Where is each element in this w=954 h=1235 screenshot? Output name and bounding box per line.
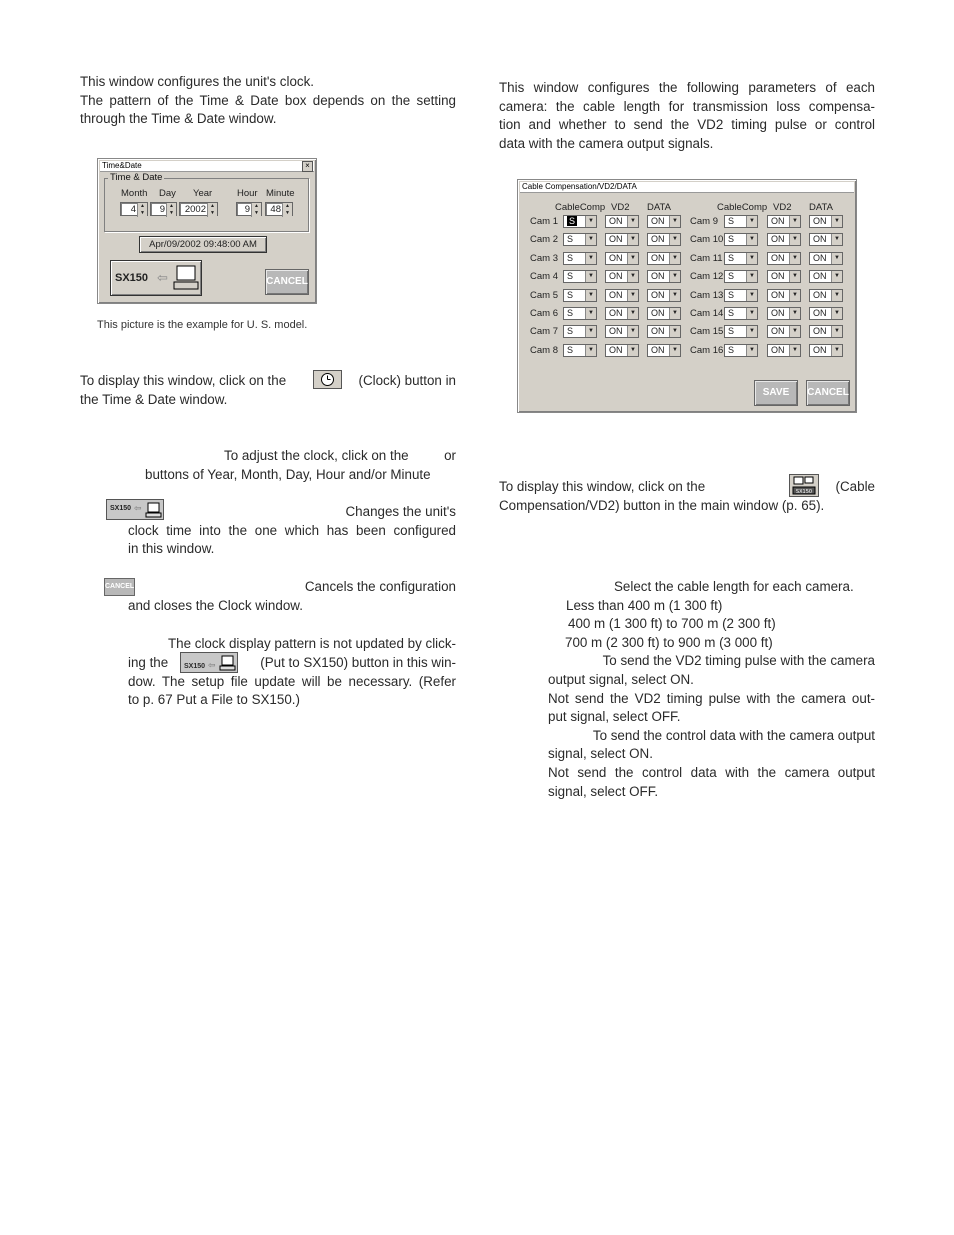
cablecomp-select-value: S — [567, 271, 574, 282]
data-select[interactable] — [809, 325, 843, 338]
dropdown-arrow-icon[interactable]: ▼ — [627, 271, 638, 282]
camera-label: Cam 8 — [530, 344, 558, 356]
data-select-value: ON — [813, 271, 827, 282]
minute-stepper[interactable] — [265, 202, 293, 216]
dropdown-arrow-icon[interactable]: ▼ — [789, 326, 800, 337]
vd2-select[interactable] — [767, 252, 801, 265]
cablecomp-select[interactable] — [724, 325, 758, 338]
hour-label: Hour — [237, 188, 258, 199]
note-text-a: The clock display pattern is not updated by click- — [167, 636, 456, 651]
put-text-a: Changes the unit's — [345, 504, 456, 519]
vd2-select[interactable] — [767, 344, 801, 357]
data-select-value: ON — [651, 216, 665, 226]
camera-label: Cam 15 — [690, 326, 724, 338]
cablecomp-select[interactable] — [724, 270, 758, 283]
vd2-select-value: ON — [609, 289, 623, 300]
setting-line-4: 700 m (2 300 ft) to 900 m (3 000 ft) — [565, 634, 773, 650]
note-text-b2: (Put to SX150) button in this win- — [260, 654, 456, 670]
cablecomp-select-value: S — [567, 326, 574, 337]
time-date-group-label: Time & Date — [110, 172, 163, 183]
put-text-b: clock time into the one which has been configured — [128, 522, 456, 538]
vd2-select-value: ON — [771, 252, 785, 263]
clock-display-text-b: (Clock) button in — [358, 373, 456, 388]
time-date-window-title: Time&Date — [102, 161, 142, 170]
minute-label: Minute — [266, 188, 295, 199]
vd2-select[interactable] — [605, 289, 639, 302]
dropdown-arrow-icon[interactable]: ▼ — [789, 253, 800, 264]
cable-display-text-c: Compensation/VD2) button in the main window (p. 65). — [499, 498, 825, 513]
data-select-value: ON — [651, 289, 665, 300]
vd2-select[interactable] — [767, 289, 801, 302]
cablecomp-select[interactable] — [563, 307, 597, 320]
cable-display-text-b: (Cable — [835, 479, 875, 494]
year-value: 2002 — [184, 204, 206, 215]
camera-label: Cam 12 — [690, 271, 724, 283]
cablecomp-select[interactable] — [724, 344, 758, 357]
vd2-select-value: ON — [609, 326, 623, 337]
setting-line-5: To send the VD2 timing pulse with the camera — [602, 653, 875, 669]
cancel-text-b: and closes the Clock window. — [128, 597, 303, 613]
dropdown-arrow-icon[interactable]: ▼ — [831, 308, 842, 319]
data-select-value: ON — [813, 326, 827, 337]
dropdown-arrow-icon[interactable]: ▼ — [746, 290, 757, 301]
sx150-button-label: SX150 — [115, 272, 149, 284]
dropdown-arrow-icon[interactable]: ▼ — [789, 234, 800, 245]
data-select-value: ON — [651, 234, 665, 245]
adjust-text-b: or — [444, 448, 456, 463]
cable-compensation-icon — [790, 475, 818, 496]
note-sx150-mini-button — [180, 652, 238, 673]
cablecomp-select-value: S — [728, 326, 735, 337]
vd2-select[interactable] — [767, 215, 801, 228]
setting-line-12: signal, select OFF. — [548, 783, 659, 799]
camera-label: Cam 13 — [690, 289, 724, 301]
save-button[interactable]: SAVE — [754, 380, 798, 406]
camera-label: Cam 5 — [530, 289, 558, 301]
hdr-vd2-left: VD2 — [611, 202, 630, 213]
dropdown-arrow-icon[interactable]: ▼ — [789, 271, 800, 282]
vd2-select-value: ON — [771, 271, 785, 282]
month-spin-arrows-icon[interactable]: ▲ ▼ — [137, 203, 147, 217]
data-select-value: ON — [813, 308, 827, 318]
clock-display-instructions — [80, 372, 456, 410]
dropdown-arrow-icon[interactable]: ▼ — [669, 234, 680, 245]
clock-display-text-c: the Time & Date window. — [80, 392, 228, 407]
vd2-select[interactable] — [767, 307, 801, 320]
clock-intro-line-1: This window configures the unit's clock. — [80, 74, 315, 89]
cable-compensation-window — [517, 179, 857, 413]
hdr-data-right: DATA — [809, 202, 833, 213]
cable-icon-label: SX150 — [795, 489, 813, 495]
clock-display-text-a: To display this window, click on the — [80, 373, 287, 388]
dropdown-arrow-icon[interactable]: ▼ — [585, 234, 596, 245]
hdr-cablecomp-left: CableComp — [555, 202, 606, 213]
hour-spin-arrows-icon[interactable]: ▲ ▼ — [251, 203, 261, 217]
cablecomp-select[interactable] — [724, 233, 758, 246]
camera-label: Cam 3 — [530, 252, 558, 264]
camera-label: Cam 4 — [530, 271, 558, 283]
cablecomp-select-value: S — [567, 234, 574, 245]
camera-label: Cam 1 — [530, 216, 558, 227]
cablecomp-select[interactable] — [563, 325, 597, 338]
cable-window-titlebar — [520, 182, 854, 193]
vd2-select-value: ON — [609, 344, 623, 355]
vd2-select-value: ON — [771, 326, 785, 337]
camera-label: Cam 16 — [690, 344, 724, 356]
setting-line-1: Select the cable length for each camera. — [614, 579, 854, 594]
dropdown-arrow-icon[interactable]: ▼ — [669, 326, 680, 337]
arrow-left-icon: ⇦ — [157, 270, 168, 285]
cablecomp-select[interactable] — [563, 344, 597, 357]
data-select[interactable] — [809, 270, 843, 283]
data-select-value: ON — [651, 252, 665, 263]
data-select[interactable] — [809, 252, 843, 265]
cablecomp-select[interactable] — [563, 270, 597, 283]
time-date-window — [97, 158, 317, 304]
dropdown-arrow-icon[interactable]: ▼ — [746, 253, 757, 264]
vd2-select-value: ON — [771, 344, 785, 355]
data-select[interactable] — [809, 233, 843, 246]
cablecomp-select-value: S — [728, 271, 735, 282]
data-select-value: ON — [813, 289, 827, 300]
vd2-select-value: ON — [609, 252, 623, 263]
adjust-text-a: To adjust the clock, click on the — [224, 448, 409, 463]
cable-compensation-button[interactable] — [789, 474, 819, 497]
dropdown-arrow-icon[interactable]: ▼ — [746, 271, 757, 282]
dropdown-arrow-icon[interactable]: ▼ — [746, 216, 757, 227]
vd2-select-value: ON — [609, 216, 623, 226]
dropdown-arrow-icon[interactable]: ▼ — [627, 216, 638, 227]
hdr-data-left: DATA — [647, 202, 671, 213]
hdr-cablecomp-right: CableComp — [717, 202, 768, 213]
dropdown-arrow-icon[interactable]: ▼ — [585, 290, 596, 301]
dropdown-arrow-icon[interactable]: ▼ — [831, 216, 842, 227]
data-select[interactable] — [647, 252, 681, 265]
clock-button[interactable] — [313, 370, 342, 389]
setting-line-9: To send the control data with the camera output — [592, 727, 875, 743]
clock-icon — [314, 371, 341, 388]
cablecomp-select-value: S — [728, 252, 735, 263]
setting-line-11: Not send the control data with the camera output — [548, 764, 875, 780]
dropdown-arrow-icon[interactable]: ▼ — [746, 326, 757, 337]
data-select-value: ON — [813, 234, 827, 245]
vd2-select-value: ON — [771, 289, 785, 300]
dropdown-arrow-icon[interactable]: ▼ — [585, 253, 596, 264]
put-description — [128, 503, 456, 559]
month-value: 4 — [130, 204, 136, 215]
dropdown-arrow-icon[interactable]: ▼ — [746, 308, 757, 319]
cablecomp-select-value: S — [728, 234, 735, 245]
data-select[interactable] — [647, 233, 681, 246]
dropdown-arrow-icon[interactable]: ▼ — [585, 308, 596, 319]
setting-line-10: signal, select ON. — [548, 746, 653, 762]
vd2-select-value: ON — [609, 271, 623, 282]
data-select-value: ON — [651, 344, 665, 355]
dropdown-arrow-icon[interactable]: ▼ — [746, 345, 757, 356]
data-select[interactable] — [647, 289, 681, 302]
example-caption: This picture is the example for U. S. model. — [97, 319, 308, 331]
year-stepper[interactable] — [179, 202, 218, 216]
cablecomp-select[interactable] — [563, 215, 597, 228]
setting-line-3: 400 m (1 300 ft) to 700 m (2 300 ft) — [568, 616, 776, 632]
dropdown-arrow-icon[interactable]: ▼ — [627, 253, 638, 264]
setting-line-8: put signal, select OFF. — [548, 709, 681, 725]
note-mini-computer-icon — [219, 655, 236, 671]
cablecomp-select[interactable] — [563, 252, 597, 265]
cablecomp-select-value: S — [567, 252, 574, 263]
cancel-text-a: Cancels the configuration — [304, 579, 456, 594]
vd2-select[interactable] — [605, 252, 639, 265]
minute-spin-arrows-icon[interactable]: ▲ ▼ — [282, 203, 292, 217]
camera-label: Cam 7 — [530, 326, 558, 338]
put-to-sx150-button[interactable] — [110, 260, 202, 296]
minute-value: 48 — [270, 204, 281, 215]
data-select-value: ON — [651, 308, 665, 318]
dropdown-arrow-icon[interactable]: ▼ — [627, 345, 638, 356]
cable-display-instructions — [499, 478, 875, 516]
note-text-c: dow. The setup file update will be necessary. (Refer — [128, 673, 456, 689]
cablecomp-select-value: S — [728, 216, 735, 226]
cable-intro-line-2: camera: the cable length for transmission loss compensa- — [499, 98, 875, 114]
vd2-select[interactable] — [605, 307, 639, 320]
adjust-text-c: buttons of Year, Month, Day, Hour and/or Minute — [145, 467, 431, 482]
vd2-select-value: ON — [771, 234, 785, 245]
dropdown-arrow-icon[interactable]: ▼ — [585, 271, 596, 282]
camera-label: Cam 6 — [530, 308, 558, 319]
dropdown-arrow-icon[interactable]: ▼ — [627, 308, 638, 319]
cablecomp-select-value: S — [567, 308, 574, 318]
camera-label: Cam 9 — [690, 216, 718, 227]
vd2-select-value: ON — [771, 216, 785, 226]
vd2-select-value: ON — [609, 308, 623, 318]
year-spin-arrows-icon[interactable]: ▲ ▼ — [207, 203, 217, 217]
dropdown-arrow-icon[interactable]: ▼ — [831, 271, 842, 282]
cancel-button[interactable]: CANCEL — [265, 269, 309, 295]
dropdown-arrow-icon[interactable]: ▼ — [831, 290, 842, 301]
data-select[interactable] — [647, 307, 681, 320]
note-text-b1: ing the — [128, 654, 169, 670]
cancel-description — [128, 578, 456, 615]
month-stepper[interactable] — [120, 202, 148, 216]
hour-value: 9 — [244, 204, 250, 215]
camera-label: Cam 10 — [690, 234, 724, 246]
cable-display-text-a: To display this window, click on the — [499, 479, 706, 494]
cablecomp-select-value: S — [728, 344, 735, 355]
data-select[interactable] — [809, 289, 843, 302]
setting-line-7: Not send the VD2 timing pulse with the camera out- — [548, 690, 875, 706]
camera-label: Cam 14 — [690, 308, 724, 319]
dropdown-arrow-icon[interactable]: ▼ — [627, 290, 638, 301]
cable-intro-line-3: tion and whether to send the VD2 timing pulse or control — [499, 117, 875, 133]
vd2-select-value: ON — [771, 308, 785, 318]
dropdown-arrow-icon[interactable]: ▼ — [669, 345, 680, 356]
close-icon[interactable]: × — [302, 161, 313, 172]
time-date-window-titlebar — [100, 161, 314, 172]
vd2-select[interactable] — [605, 325, 639, 338]
cablecomp-select-value: S — [569, 216, 576, 226]
dropdown-arrow-icon[interactable]: ▼ — [669, 216, 680, 227]
dropdown-arrow-icon[interactable]: ▼ — [789, 308, 800, 319]
note-mini-arrow-icon: ⇦ — [208, 659, 216, 670]
data-select-value: ON — [813, 344, 827, 355]
vd2-select-value: ON — [609, 234, 623, 245]
datetime-display-button[interactable]: Apr/09/2002 09:48:00 AM — [139, 236, 267, 253]
vd2-select[interactable] — [605, 215, 639, 228]
cable-intro — [499, 79, 875, 153]
cablecomp-select-value: S — [728, 308, 735, 318]
cable-intro-line-1: This window configures the following parameters of each — [499, 80, 875, 95]
note-mini-sx150-label: SX150 — [184, 662, 206, 670]
dropdown-arrow-icon[interactable]: ▼ — [831, 345, 842, 356]
setting-line-2: Less than 400 m (1 300 ft) — [566, 597, 723, 613]
cablecomp-select[interactable] — [563, 233, 597, 246]
data-select[interactable] — [809, 215, 843, 228]
cablecomp-select-value: S — [728, 289, 735, 300]
hdr-vd2-right: VD2 — [773, 202, 792, 213]
day-value: 9 — [159, 204, 165, 215]
cablecomp-select[interactable] — [724, 307, 758, 320]
data-select[interactable] — [647, 344, 681, 357]
data-select[interactable] — [647, 270, 681, 283]
dropdown-arrow-icon[interactable]: ▼ — [789, 345, 800, 356]
day-stepper[interactable] — [150, 202, 177, 216]
month-label: Month — [121, 188, 148, 199]
cable-settings-description — [548, 578, 875, 801]
data-select-value: ON — [813, 216, 827, 226]
dropdown-arrow-icon[interactable]: ▼ — [831, 253, 842, 264]
vd2-select[interactable] — [767, 325, 801, 338]
dropdown-arrow-icon[interactable]: ▼ — [831, 326, 842, 337]
cablecomp-select-value: S — [567, 289, 574, 300]
data-select[interactable] — [647, 325, 681, 338]
dropdown-arrow-icon[interactable]: ▼ — [585, 216, 596, 227]
put-text-c: in this window. — [128, 541, 215, 557]
vd2-select[interactable] — [605, 344, 639, 357]
day-spin-arrows-icon[interactable]: ▲ ▼ — [166, 203, 176, 217]
dropdown-arrow-icon[interactable]: ▼ — [669, 290, 680, 301]
adjust-description — [145, 447, 456, 485]
vd2-select[interactable] — [767, 233, 801, 246]
dropdown-arrow-icon[interactable]: ▼ — [669, 308, 680, 319]
data-select[interactable] — [809, 307, 843, 320]
cablecomp-select[interactable] — [724, 252, 758, 265]
mini-arrow-icon: ⇦ — [134, 503, 142, 513]
camera-label: Cam 2 — [530, 234, 558, 246]
dropdown-arrow-icon[interactable]: ▼ — [669, 271, 680, 282]
mini-sx150-label: SX150 — [110, 505, 132, 512]
data-select[interactable] — [647, 215, 681, 228]
year-label: Year — [193, 188, 213, 199]
dropdown-arrow-icon[interactable]: ▼ — [746, 234, 757, 245]
dropdown-arrow-icon[interactable]: ▼ — [627, 234, 638, 245]
vd2-select[interactable] — [605, 233, 639, 246]
cable-cancel-button[interactable]: CANCEL — [806, 380, 850, 406]
computer-icon — [173, 265, 199, 291]
cablecomp-select-value: S — [567, 344, 574, 355]
data-select-value: ON — [651, 326, 665, 337]
day-label: Day — [159, 188, 176, 199]
cablecomp-select[interactable] — [724, 289, 758, 302]
clock-note — [128, 635, 456, 710]
cable-intro-line-4: data with the camera output signals. — [499, 135, 714, 151]
clock-intro-line-3: through the Time & Date window. — [80, 111, 277, 127]
clock-intro-line-2: The pattern of the Time & Date box depends on the setting — [80, 92, 456, 108]
dropdown-arrow-icon[interactable]: ▼ — [789, 290, 800, 301]
dropdown-arrow-icon[interactable]: ▼ — [585, 326, 596, 337]
cable-window-title: Cable Compensation/VD2/DATA — [522, 182, 637, 191]
cablecomp-select[interactable] — [724, 215, 758, 228]
vd2-select[interactable] — [767, 270, 801, 283]
vd2-select[interactable] — [605, 270, 639, 283]
data-select[interactable] — [809, 344, 843, 357]
dropdown-arrow-icon[interactable]: ▼ — [669, 253, 680, 264]
data-select-value: ON — [651, 271, 665, 282]
dropdown-arrow-icon[interactable]: ▼ — [831, 234, 842, 245]
camera-label: Cam 11 — [690, 252, 723, 264]
data-select-value: ON — [813, 252, 827, 263]
cablecomp-select[interactable] — [563, 289, 597, 302]
clock-intro — [80, 73, 456, 129]
dropdown-arrow-icon[interactable]: ▼ — [585, 345, 596, 356]
note-text-d: to p. 67 Put a File to SX150.) — [128, 692, 300, 708]
dropdown-arrow-icon[interactable]: ▼ — [627, 326, 638, 337]
mini-cancel-button: CANCEL — [104, 578, 135, 596]
dropdown-arrow-icon[interactable]: ▼ — [789, 216, 800, 227]
hour-stepper[interactable] — [236, 202, 262, 216]
setting-line-6: output signal, select ON. — [548, 671, 694, 687]
